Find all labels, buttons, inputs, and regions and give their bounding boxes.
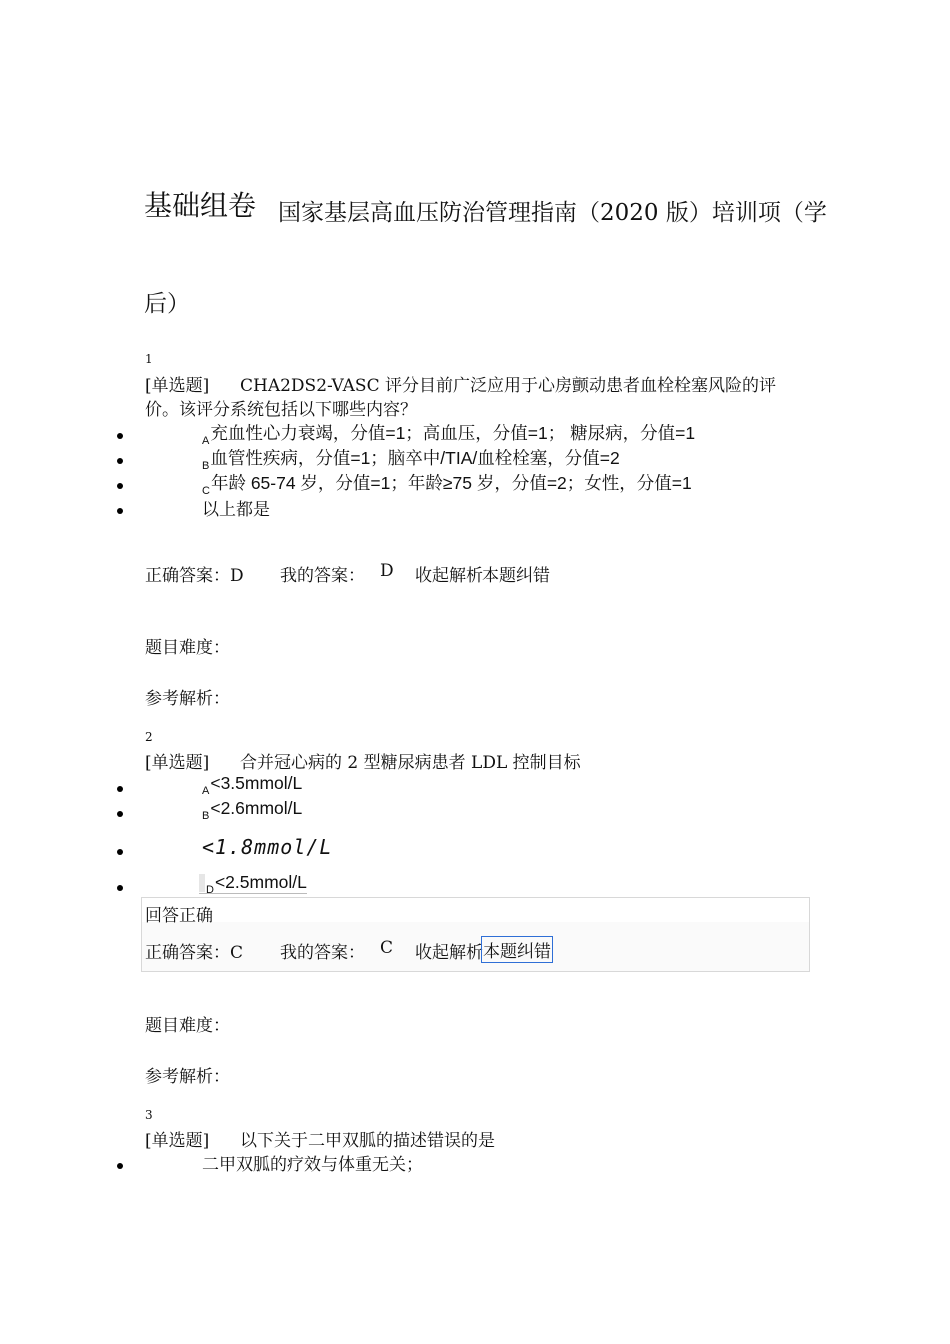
- option-bullet: [117, 849, 123, 855]
- question-stem-line1: CHA2DS2-VASC 评分目前广泛应用于心房颤动患者血栓栓塞风险的评: [240, 376, 776, 396]
- question-number: 3: [145, 1108, 153, 1122]
- my-answer-label: 我的答案：: [280, 943, 365, 963]
- option-text: <2.6mmol/L: [210, 798, 303, 818]
- correct-answer: 正确答案：C: [145, 943, 244, 963]
- option-b[interactable]: [202, 798, 303, 822]
- option-text: 充血性心力衰竭，分值=1；高血压，分值=1； 糖尿病，分值=1: [210, 423, 696, 443]
- option-a[interactable]: [202, 1150, 423, 1175]
- option-bullet: [117, 1163, 123, 1169]
- difficulty-label: 题目难度：: [145, 1016, 230, 1036]
- option-text: 年龄 65-74 岁，分值=1；年龄≥75 岁，分值=2；女性，分值=1: [210, 473, 692, 493]
- question-stem-line1: 合并冠心病的 2 型糖尿病患者 LDL 控制目标: [240, 753, 581, 773]
- option-letter: D: [206, 884, 214, 896]
- option-c[interactable]: [202, 470, 692, 495]
- option-letter: B: [202, 810, 210, 822]
- option-d[interactable]: [199, 872, 307, 894]
- report-error-link[interactable]: 本题纠错: [482, 566, 550, 586]
- option-bullet: [117, 885, 123, 891]
- analysis-label: 参考解析：: [145, 1067, 230, 1087]
- question-stem-line1: 以下关于二甲双胍的描述错误的是: [240, 1131, 495, 1151]
- option-bullet: [117, 811, 123, 817]
- option-d[interactable]: [202, 495, 270, 520]
- answer-panel-header: [142, 898, 809, 922]
- question-type: [单选题]: [145, 753, 210, 773]
- option-b[interactable]: [202, 445, 620, 470]
- option-bullet: [117, 458, 123, 464]
- selection-marker: [199, 874, 205, 892]
- report-error-link[interactable]: 本题纠错: [482, 937, 552, 962]
- page-title: 基础组卷: [144, 189, 257, 222]
- difficulty-label: 题目难度：: [145, 638, 230, 658]
- option-bullet: [117, 483, 123, 489]
- option-text: <1.8mmol/L: [202, 835, 333, 859]
- option-bullet: [117, 508, 123, 514]
- question-type: [单选题]: [145, 1131, 210, 1151]
- collapse-analysis-link[interactable]: 收起解析: [415, 566, 483, 586]
- my-answer-value: C: [380, 938, 394, 958]
- option-text: 以上都是: [202, 500, 270, 520]
- option-a[interactable]: [202, 773, 303, 797]
- question-number: 2: [145, 730, 153, 744]
- question-number: 1: [145, 352, 153, 366]
- my-answer-value: D: [380, 561, 394, 581]
- option-text: <3.5mmol/L: [210, 773, 303, 793]
- collapse-analysis-link[interactable]: 收起解析: [415, 943, 483, 963]
- option-letter: A: [202, 785, 210, 797]
- question-stem-line2: 价。该评分系统包括以下哪些内容？: [145, 400, 417, 420]
- option-text: 血管性疾病，分值=1；脑卒中/TIA/血栓栓塞，分值=2: [210, 448, 620, 468]
- option-bullet: [117, 433, 123, 439]
- correct-answer: 正确答案：D: [145, 566, 244, 586]
- result-status: 回答正确: [145, 906, 213, 926]
- option-text: <2.5mmol/L: [214, 872, 307, 892]
- option-letter: B: [202, 460, 210, 472]
- analysis-label: 参考解析：: [145, 689, 230, 709]
- course-title-line1: 国家基层高血压防治管理指南（2020 版）培训项（学: [278, 200, 827, 226]
- option-c[interactable]: [202, 835, 332, 859]
- option-letter: C: [202, 485, 210, 497]
- option-letter: A: [202, 435, 210, 447]
- option-bullet: [117, 786, 123, 792]
- my-answer-label: 我的答案：: [280, 566, 365, 586]
- option-text: 二甲双胍的疗效与体重无关；: [202, 1155, 423, 1175]
- course-title-line2: 后）: [144, 291, 190, 317]
- option-a[interactable]: [202, 420, 695, 445]
- question-type: [单选题]: [145, 376, 210, 396]
